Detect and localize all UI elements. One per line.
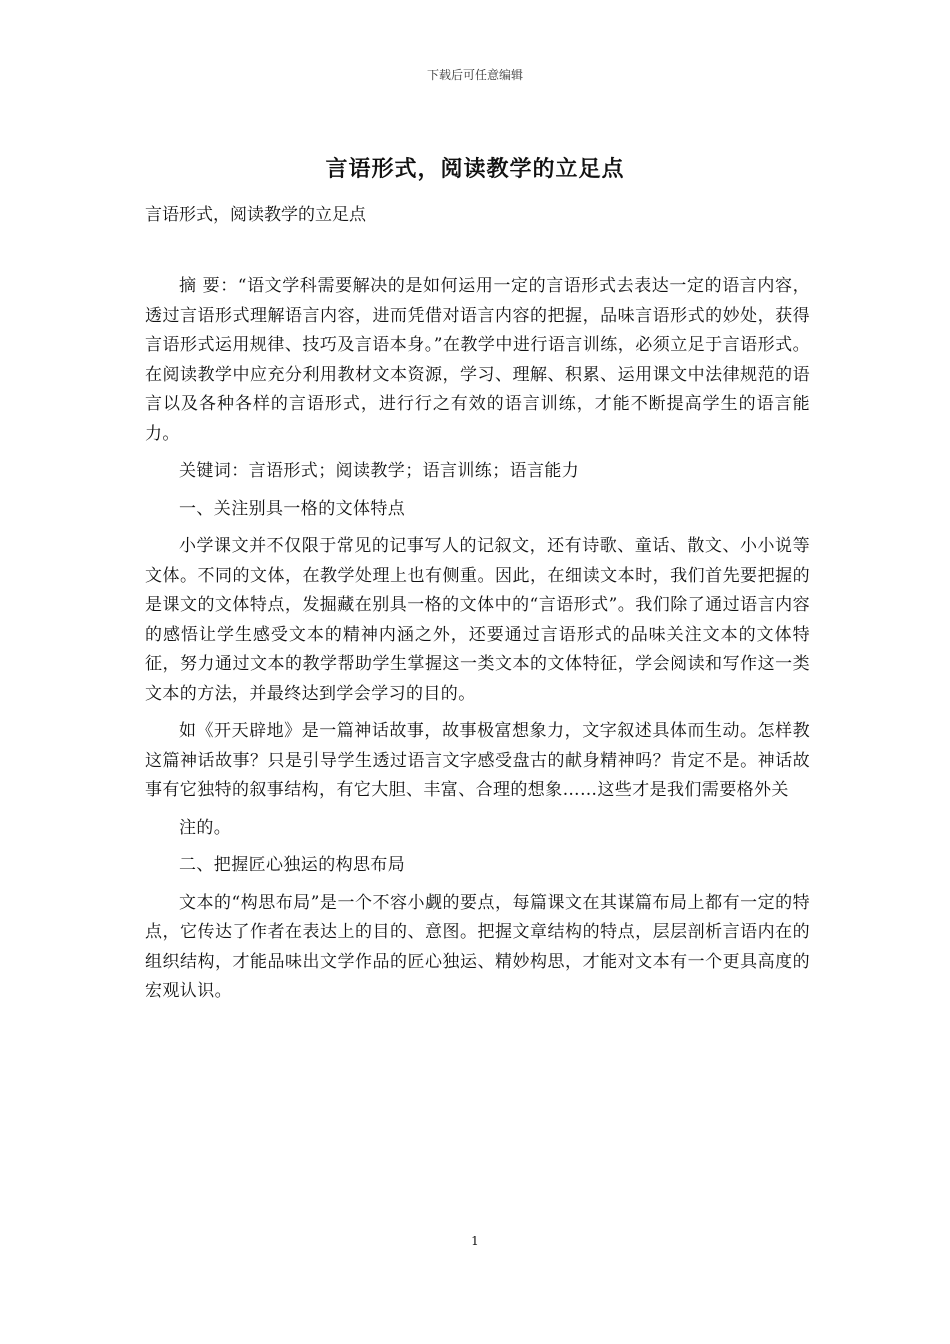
page-header-note: 下载后可任意编辑 <box>426 68 523 82</box>
body-paragraph: 小学课文并不仅限于常见的记事写人的记叙文，还有诗歌、童话、散文、小小说等文体。不同的文体，在教学处理上也有侧重。因此，在细读文本时，我们首先要把握的是课文的文体特点，发掘藏在别具一格的文体中的“言语形式”。我们除了通过语言内容的感悟让学生感受文本的精神内涵之外，还要通过言语形式的品味关注文本的文体特征，努力通过文本的教学帮助学生掌握这一类文本的文体特征，学会阅读和写作这一类文本的方法，并最终达到学会学习的目的。 <box>145 536 810 704</box>
section-heading-2: 二、把握匠心独运的构思布局 <box>179 855 406 875</box>
body-paragraph: 注的。 <box>179 817 232 838</box>
document-title: 言语形式，阅读教学的立足点 <box>325 156 625 182</box>
document-body <box>145 272 810 1007</box>
abstract-paragraph: 摘 要：“语文学科需要解决的是如何运用一定的言语形式去表达一定的语言内容，透过言语形式理解语言内容，进而凭借对语言内容的把握，品味言语形式的妙处，获得言语形式运用规律、技巧及言语本身。”在教学中进行语言训练，必须立足于言语形式。在阅读教学中应充分利用教材文本资源，学习、理解、积累、运用课文中法律规范的语言以及各种各样的言语形式，进行行之有效的语言训练，才能不断提高学生的语言能力。 <box>145 276 810 444</box>
section-heading-1: 一、关注别具一格的文体特点 <box>179 498 406 519</box>
body-paragraph: 如《开天辟地》是一篇神话故事，故事极富想象力，文字叙述具体而生动。怎样教这篇神话故事？只是引导学生透过语言文字感受盘古的献身精神吗？肯定不是。神话故事有它独特的叙事结构，有它大胆、丰富、合理的想象……这些才是我们需要格外关 <box>145 721 810 800</box>
page-number: 1 <box>471 1234 479 1248</box>
body-paragraph: 文本的“构思布局”是一个不容小觑的要点，每篇课文在其谋篇布局上都有一定的特点，它传达了作者在表达上的目的、意图。把握文章结构的特点，层层剖析言语内在的组织结构，才能品味出文学作品的匠心独运、精妙构思，才能对文本有一个更具高度的宏观认识。 <box>145 892 810 1001</box>
keywords-paragraph: 关键词：言语形式；阅读教学；语言训练；语言能力 <box>179 461 580 481</box>
document-subtitle: 言语形式，阅读教学的立足点 <box>145 205 366 225</box>
